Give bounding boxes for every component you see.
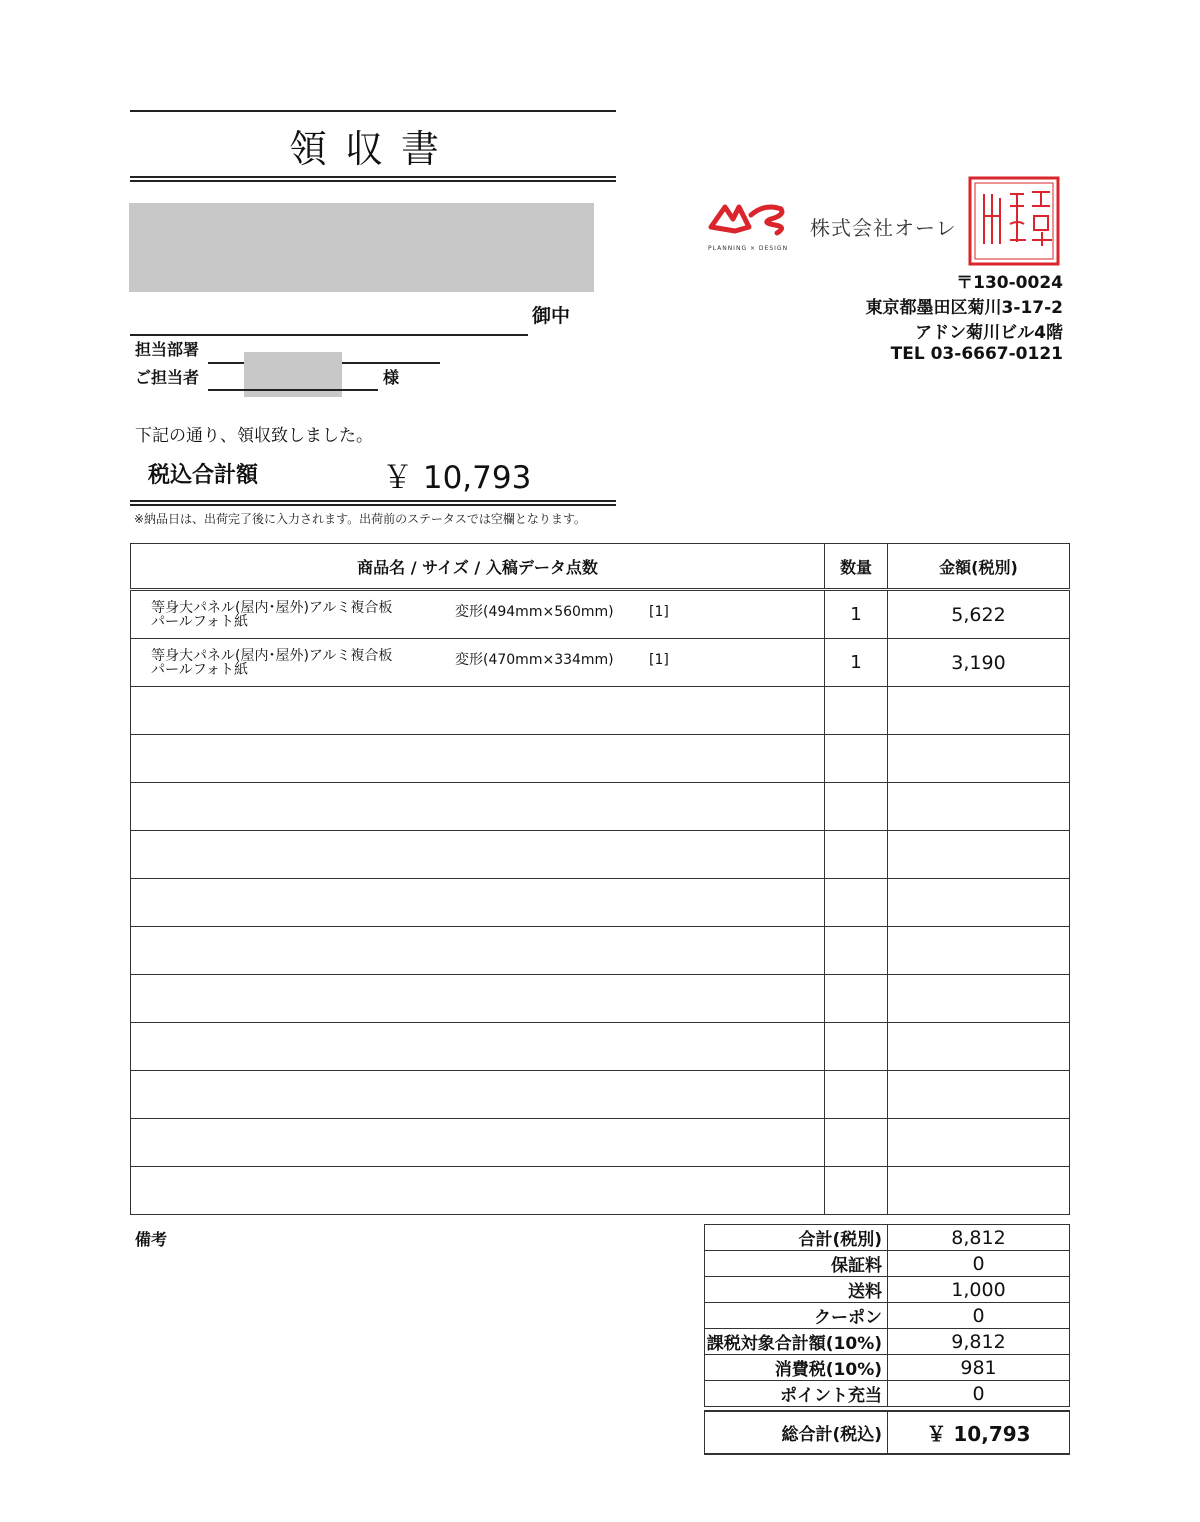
item-name-line1: 等身大パネル(屋内･屋外)アルミ複合板 (151, 647, 393, 664)
header-amount: 金額(税別) (888, 544, 1070, 590)
header-item: 商品名 / サイズ / 入稿データ点数 (131, 544, 825, 590)
subtotal-label: 合計(税別) (705, 1225, 888, 1251)
issuer-tel: TEL 03-6667-0121 (890, 344, 1063, 364)
recipient-underline (130, 334, 528, 336)
table-row (131, 639, 1070, 687)
summary-row-tax (705, 1355, 1070, 1381)
company-seal (968, 176, 1060, 266)
item-amount: 3,190 (888, 639, 1070, 687)
taxable-value: 9,812 (888, 1329, 1070, 1355)
title-bottom-rule-2 (130, 180, 616, 182)
summary-row-taxable (705, 1329, 1070, 1355)
title-bottom-rule-1 (130, 176, 616, 178)
issuer-address-2: アドン菊川ビル4階 (915, 323, 1063, 343)
person-underline (208, 389, 378, 391)
issuer-postal: 〒130-0024 (956, 273, 1063, 293)
empty-row (131, 1119, 1070, 1167)
tax-label: 消費税(10%) (705, 1355, 888, 1381)
item-amount: 5,622 (888, 590, 1070, 639)
summary-row-deposit (705, 1251, 1070, 1277)
empty-row (131, 783, 1070, 831)
item-points: [1] (649, 604, 669, 620)
subtotal-value: 8,812 (888, 1225, 1070, 1251)
received-text: 下記の通り、領収致しました。 (135, 426, 373, 446)
item-qty: 1 (825, 590, 888, 639)
person-suffix: 様 (383, 368, 400, 387)
summary-row-coupon (705, 1303, 1070, 1329)
empty-row (131, 1167, 1070, 1215)
issuer-address-1: 東京都墨田区菊川3-17-2 (865, 298, 1063, 318)
shipping-value: 1,000 (888, 1277, 1070, 1303)
points-label: ポイント充当 (705, 1381, 888, 1407)
summary-row-subtotal (705, 1225, 1070, 1251)
company-name: 株式会社オーレ (810, 216, 957, 240)
item-name-line2: パールフォト紙 (151, 661, 249, 678)
recipient-suffix: 御中 (532, 305, 571, 327)
logo-tagline: PLANNING × DESIGN (708, 245, 789, 252)
total-rule-2 (130, 504, 616, 506)
item-cell (131, 639, 825, 687)
item-size: 変形(470mm×334mm) (455, 652, 614, 668)
grand-total-value: ￥ 10,793 (888, 1411, 1070, 1454)
header-qty: 数量 (825, 544, 888, 590)
total-rule-1 (130, 500, 616, 502)
empty-row (131, 735, 1070, 783)
total-value: ￥ 10,793 (382, 460, 532, 496)
shipping-label: 送料 (705, 1277, 888, 1303)
coupon-label: クーポン (705, 1303, 888, 1329)
item-name-line2: パールフォト紙 (151, 613, 249, 630)
empty-row (131, 831, 1070, 879)
empty-row (131, 687, 1070, 735)
company-logo (705, 197, 789, 253)
empty-row (131, 975, 1070, 1023)
item-points: [1] (649, 652, 669, 668)
points-value: 0 (888, 1381, 1070, 1407)
dept-label: 担当部署 (135, 340, 200, 359)
document-title: 領収書 (288, 127, 457, 171)
empty-row (131, 879, 1070, 927)
item-qty: 1 (825, 639, 888, 687)
item-name-line1: 等身大パネル(屋内･屋外)アルミ複合板 (151, 599, 393, 616)
summary-row-shipping (705, 1277, 1070, 1303)
tax-value: 981 (888, 1355, 1070, 1381)
empty-row (131, 927, 1070, 975)
deposit-value: 0 (888, 1251, 1070, 1277)
summary-row-grand (705, 1411, 1070, 1454)
recipient-name-redacted (129, 203, 594, 292)
total-label: 税込合計額 (148, 463, 259, 488)
remarks-label: 備考 (135, 1230, 168, 1249)
person-label: ご担当者 (135, 368, 200, 387)
empty-row (131, 1071, 1070, 1119)
grand-total-label: 総合計(税込) (705, 1411, 888, 1454)
taxable-label: 課税対象合計額(10%) (705, 1329, 888, 1355)
summary-table (704, 1224, 1070, 1455)
summary-row-points (705, 1381, 1070, 1407)
delivery-note: ※納品日は、出荷完了後に入力されます。出荷前のステータスでは空欄となります。 (134, 512, 586, 526)
items-table (130, 543, 1070, 1215)
title-top-rule (130, 110, 616, 112)
empty-row (131, 1023, 1070, 1071)
coupon-value: 0 (888, 1303, 1070, 1329)
deposit-label: 保証料 (705, 1251, 888, 1277)
table-row (131, 590, 1070, 639)
item-cell (131, 590, 825, 639)
item-size: 変形(494mm×560mm) (455, 604, 614, 620)
